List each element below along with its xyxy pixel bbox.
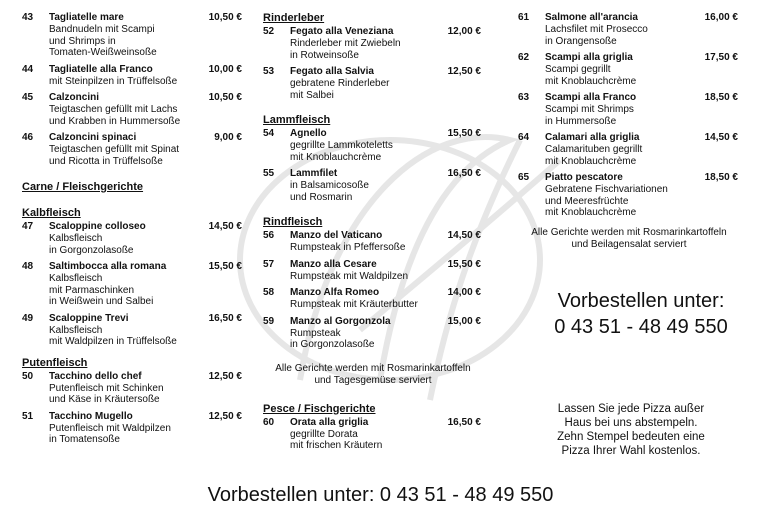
section-title-fischgerichte: Pesce / Fischgerichte bbox=[263, 402, 376, 415]
menu-item-head bbox=[22, 221, 244, 233]
menu-item-number: 62 bbox=[518, 52, 530, 63]
menu-item-description-line: mit Salbei bbox=[290, 89, 334, 101]
menu-item-price: 16,50 € bbox=[447, 416, 481, 428]
menu-item-price: 17,50 € bbox=[704, 52, 738, 63]
menu-item-price: 15,50 € bbox=[447, 258, 481, 270]
menu-item-head bbox=[518, 92, 740, 104]
menu-item-description-line: Gebratene Fischvariationen bbox=[545, 184, 668, 195]
menu-item-number: 53 bbox=[263, 66, 275, 77]
menu-item-price: 15,50 € bbox=[447, 128, 481, 139]
menu-item bbox=[263, 66, 483, 101]
rind-note-line: Alle Gerichte werden mit Rosmarinkartoffeln bbox=[275, 362, 471, 374]
menu-item-name: Calzoncini spinaci bbox=[49, 132, 137, 143]
order-phone: 0 43 51 - 48 49 550 bbox=[554, 316, 728, 338]
order-label: Vorbestellen unter: bbox=[557, 290, 725, 312]
menu-item-description-line: mit Steinpilzen in Trüffelsoße bbox=[49, 75, 178, 87]
menu-item-description bbox=[290, 180, 483, 203]
menu-item-head bbox=[263, 316, 483, 328]
info-line: Zehn Stempel bedeuten eine bbox=[557, 431, 705, 443]
menu-item bbox=[22, 92, 244, 127]
menu-item-head bbox=[22, 313, 244, 325]
menu-item-description bbox=[49, 273, 244, 308]
menu-item-head bbox=[22, 12, 244, 24]
item-group-lammfleisch bbox=[263, 128, 483, 203]
menu-item-description bbox=[290, 299, 483, 311]
menu-item-description-line: Lachsfilet mit Prosecco bbox=[545, 24, 648, 35]
menu-item-description bbox=[49, 76, 244, 88]
menu-item-description-line: Kalbsfleisch bbox=[49, 233, 103, 244]
menu-item-price: 14,50 € bbox=[704, 132, 738, 143]
menu-item-head bbox=[518, 12, 740, 24]
menu-item-price: 12,50 € bbox=[447, 66, 481, 77]
fish-note-line: und Beilagensalat serviert bbox=[571, 238, 687, 250]
menu-item-head bbox=[263, 168, 483, 180]
menu-item-description-line: Putenfleisch mit Schinken bbox=[49, 382, 164, 394]
menu-item-description-line: und Ricotta in Trüffelsoße bbox=[49, 155, 163, 167]
menu-item bbox=[263, 168, 483, 203]
menu-item-head bbox=[263, 287, 483, 299]
menu-item-name: Tacchino dello chef bbox=[49, 370, 142, 382]
menu-item-number: 47 bbox=[22, 221, 34, 232]
order-box bbox=[531, 288, 751, 340]
menu-item bbox=[22, 371, 244, 406]
menu-item-description bbox=[290, 140, 483, 163]
item-group-pasta bbox=[22, 12, 244, 167]
menu-item-number: 52 bbox=[263, 26, 275, 37]
menu-item-name: Salmone all'arancia bbox=[545, 12, 638, 23]
menu-item-description bbox=[545, 24, 740, 47]
menu-item-name: Scaloppine colloseo bbox=[49, 221, 146, 232]
menu-item-head bbox=[518, 132, 740, 144]
menu-item bbox=[263, 230, 483, 254]
menu-item-description-line: Kalbsfleisch bbox=[49, 273, 103, 284]
section-title-carne: Carne / Fleischgerichte bbox=[22, 181, 144, 193]
stamp-card-info bbox=[520, 402, 742, 458]
menu-item-number: 57 bbox=[263, 258, 275, 270]
menu-item-name: Fegato alla Veneziana bbox=[290, 26, 394, 37]
menu-item-number: 61 bbox=[518, 12, 530, 23]
menu-item bbox=[22, 12, 244, 59]
menu-item-head bbox=[263, 26, 483, 38]
section-title-lammfleisch: Lammfleisch bbox=[263, 114, 331, 126]
menu-item-name: Lammfilet bbox=[290, 168, 338, 179]
menu-item bbox=[22, 132, 244, 167]
menu-item-description-line: Scampi gegrillt bbox=[545, 64, 611, 75]
menu-item-head bbox=[22, 261, 244, 273]
menu-item-description-line: in Balsamicosoße bbox=[290, 180, 369, 191]
menu-item-name: Calzoncini bbox=[49, 92, 100, 103]
menu-item-name: Tacchino Mugello bbox=[49, 410, 133, 422]
menu-item bbox=[22, 221, 244, 256]
menu-item-description-line: in Tomatensoße bbox=[49, 434, 120, 445]
menu-item-description-line: Teigtaschen gefüllt mit Lachs bbox=[49, 104, 178, 115]
menu-item-description-line: Rumpsteak in Pfeffersoße bbox=[290, 242, 406, 253]
menu-item-number: 49 bbox=[22, 312, 34, 324]
menu-item-number: 55 bbox=[263, 168, 275, 179]
menu-item-description bbox=[49, 383, 244, 406]
menu-item-head bbox=[22, 132, 244, 144]
menu-item-name: Saltimbocca alla romana bbox=[49, 261, 167, 272]
menu-item-description-line: mit frischen Kräutern bbox=[290, 440, 383, 451]
fish-note bbox=[518, 227, 740, 251]
item-group-fisch bbox=[263, 417, 483, 452]
menu-item bbox=[22, 313, 244, 348]
menu-item-description-line: Rumpsteak mit Kräuterbutter bbox=[290, 299, 418, 310]
menu-item-number: 43 bbox=[22, 12, 34, 23]
menu-item-price: 14,00 € bbox=[447, 287, 481, 298]
section-title-kalbfleisch: Kalbfleisch bbox=[22, 207, 81, 219]
menu-item-description-line: und Rosmarin bbox=[290, 191, 353, 203]
menu-item-description-line: mit Knoblauchcrème bbox=[545, 75, 637, 87]
menu-item-description bbox=[290, 38, 483, 61]
menu-item bbox=[263, 128, 483, 163]
menu-item-description bbox=[290, 271, 483, 283]
menu-item-description-line: und Meeresfrüchte bbox=[545, 195, 629, 207]
menu-item-description bbox=[49, 144, 244, 167]
item-group-fisch-cont bbox=[518, 12, 740, 219]
menu-item bbox=[22, 411, 244, 446]
menu-item-description-line: Scampi mit Shrimps bbox=[545, 104, 634, 115]
menu-item-price: 10,00 € bbox=[208, 63, 242, 75]
menu-item-head bbox=[263, 417, 483, 429]
menu-item bbox=[263, 259, 483, 283]
menu-item-description-line: in Hummersoße bbox=[545, 115, 617, 127]
menu-item-price: 12,50 € bbox=[208, 370, 242, 382]
menu-item-price: 9,00 € bbox=[214, 132, 242, 143]
menu-item-number: 64 bbox=[518, 132, 530, 143]
menu-column-2 bbox=[263, 12, 483, 457]
menu-item-number: 44 bbox=[22, 63, 34, 75]
menu-item bbox=[263, 287, 483, 311]
info-line: Haus bei uns abstempeln. bbox=[564, 417, 698, 429]
menu-item-number: 58 bbox=[263, 287, 275, 298]
menu-item-price: 12,50 € bbox=[208, 410, 242, 422]
menu-item-description-line: Teigtaschen gefüllt mit Spinat bbox=[49, 144, 180, 155]
menu-item bbox=[22, 261, 244, 308]
item-group-rinderleber bbox=[263, 26, 483, 101]
menu-item bbox=[518, 52, 740, 87]
menu-item-number: 45 bbox=[22, 92, 34, 103]
menu-item-description bbox=[545, 184, 740, 219]
section-title-putenfleisch: Putenfleisch bbox=[22, 356, 88, 369]
menu-item-description-line: Tomaten-Weißweinsoße bbox=[49, 47, 157, 58]
menu-item-description bbox=[49, 104, 244, 127]
menu-item bbox=[518, 172, 740, 219]
menu-item-price: 18,50 € bbox=[704, 172, 738, 183]
rind-note-line: und Tagesgemüse serviert bbox=[314, 374, 432, 386]
item-group-putenfleisch bbox=[22, 371, 244, 446]
menu-item-name: Calamari alla griglia bbox=[545, 132, 640, 143]
menu-item-name: Scampi alla Franco bbox=[545, 92, 637, 103]
menu-item-head bbox=[263, 128, 483, 140]
menu-item-description-line: und Käse in Kräutersoße bbox=[49, 394, 160, 405]
menu-item-description-line: Putenfleisch mit Waldpilzen bbox=[49, 422, 171, 434]
menu-item-number: 59 bbox=[263, 315, 275, 327]
menu-item-head bbox=[22, 411, 244, 423]
menu-item-name: Orata alla griglia bbox=[290, 416, 369, 428]
item-group-rindfleisch bbox=[263, 230, 483, 351]
menu-item-price: 15,00 € bbox=[447, 315, 481, 327]
menu-item bbox=[263, 417, 483, 452]
menu-item-description-line: in Orangensoße bbox=[545, 35, 617, 47]
menu-item-description-line: Calamarituben gegrillt bbox=[545, 144, 643, 155]
menu-item-description-line: Rumpsteak bbox=[290, 327, 341, 339]
menu-item-price: 16,50 € bbox=[208, 312, 242, 324]
menu-item-price: 14,50 € bbox=[208, 221, 242, 232]
info-line: Lassen Sie jede Pizza außer bbox=[557, 403, 705, 415]
menu-item-name: Manzo alla Cesare bbox=[290, 258, 377, 270]
menu-column-1 bbox=[22, 12, 244, 451]
rind-note bbox=[263, 363, 483, 387]
menu-item-price: 10,50 € bbox=[208, 92, 242, 103]
menu-item-head bbox=[263, 66, 483, 78]
menu-item-description bbox=[49, 233, 244, 256]
menu-item-name: Fegato alla Salvia bbox=[290, 66, 374, 77]
menu-item-description-line: mit Knoblauchcrème bbox=[545, 155, 637, 167]
menu-column-3 bbox=[518, 12, 740, 251]
menu-item-name: Manzo Alfa Romeo bbox=[290, 287, 380, 298]
menu-item-description-line: in Weißwein und Salbei bbox=[49, 296, 154, 307]
menu-item-head bbox=[263, 230, 483, 242]
menu-item-description-line: gegrillte Dorata bbox=[290, 428, 358, 440]
menu-item-name: Scampi alla griglia bbox=[545, 52, 633, 63]
menu-item bbox=[263, 316, 483, 351]
info-line: Pizza Ihrer Wahl kostenlos. bbox=[561, 445, 701, 457]
fish-note-line: Alle Gerichte werden mit Rosmarinkartoffeln bbox=[531, 226, 727, 238]
menu-item-description-line: Rinderleber mit Zwiebeln bbox=[290, 38, 401, 49]
menu-item-description bbox=[545, 104, 740, 127]
menu-item-head bbox=[22, 64, 244, 76]
menu-item-number: 60 bbox=[263, 416, 275, 428]
menu-item bbox=[518, 12, 740, 47]
menu-item-price: 18,50 € bbox=[704, 92, 738, 103]
menu-item-description-line: gebratene Rinderleber bbox=[290, 78, 390, 89]
menu-item-description bbox=[290, 78, 483, 101]
menu-item-price: 16,50 € bbox=[447, 168, 481, 179]
menu-item-head bbox=[22, 92, 244, 104]
menu-item-name: Piatto pescatore bbox=[545, 172, 623, 183]
item-group-kalbfleisch bbox=[22, 221, 244, 348]
menu-item bbox=[518, 132, 740, 167]
menu-item-number: 56 bbox=[263, 230, 275, 241]
menu-item-description bbox=[49, 24, 244, 59]
menu-item-description-line: mit Parmaschinken bbox=[49, 284, 135, 296]
menu-item-number: 63 bbox=[518, 92, 530, 103]
menu-item-description-line: mit Waldpilzen in Trüffelsoße bbox=[49, 336, 177, 347]
menu-item-price: 16,00 € bbox=[704, 12, 738, 23]
menu-item-description-line: mit Knoblauchcrème bbox=[290, 151, 382, 163]
menu-item-description-line: und Krabben in Hummersoße bbox=[49, 115, 181, 127]
menu-item-head bbox=[263, 259, 483, 271]
menu-item-description-line: Bandnudeln mit Scampi bbox=[49, 24, 155, 35]
menu-item bbox=[518, 92, 740, 127]
menu-item-description bbox=[49, 325, 244, 348]
menu-item-number: 51 bbox=[22, 410, 34, 422]
menu-item-description bbox=[545, 144, 740, 167]
menu-item-number: 50 bbox=[22, 370, 34, 382]
section-title-rindfleisch: Rindfleisch bbox=[263, 216, 323, 228]
menu-item-number: 46 bbox=[22, 132, 34, 143]
footer-order-line: Vorbestellen unter: 0 43 51 - 48 49 550 bbox=[207, 484, 554, 506]
menu-item-name: Scaloppine Trevi bbox=[49, 312, 129, 324]
menu-item-name: Manzo al Gorgonzola bbox=[290, 315, 391, 327]
menu-item-price: 14,50 € bbox=[447, 230, 481, 241]
menu-item-description-line: mit Knoblauchcrème bbox=[545, 207, 637, 218]
menu-item-name: Agnello bbox=[290, 128, 327, 139]
menu-item-description bbox=[545, 64, 740, 87]
menu-item-description-line: in Gorgonzolasoße bbox=[290, 339, 375, 350]
menu-item-head bbox=[518, 172, 740, 184]
menu-item-description-line: in Rotweinsoße bbox=[290, 49, 359, 61]
menu-item-description bbox=[49, 423, 244, 446]
menu-item-description bbox=[290, 242, 483, 254]
menu-item-description bbox=[290, 328, 483, 351]
menu-item bbox=[22, 64, 244, 88]
menu-item-name: Tagliatelle alla Franco bbox=[49, 63, 153, 75]
menu-item-price: 12,00 € bbox=[447, 26, 481, 37]
menu-item-name: Manzo del Vaticano bbox=[290, 230, 383, 241]
menu-item-description-line: und Shrimps in bbox=[49, 35, 116, 47]
menu-item-head bbox=[22, 371, 244, 383]
menu-item-description-line: Kalbsfleisch bbox=[49, 324, 103, 336]
menu-item-description-line: gegrillte Lammkoteletts bbox=[290, 140, 393, 151]
menu-item-description bbox=[290, 429, 483, 452]
menu-item-number: 54 bbox=[263, 128, 275, 139]
menu-item-number: 48 bbox=[22, 261, 34, 272]
menu-item-name: Tagliatelle mare bbox=[49, 12, 124, 23]
menu-item-description-line: in Gorgonzolasoße bbox=[49, 244, 134, 256]
menu-item bbox=[263, 26, 483, 61]
menu-item-number: 65 bbox=[518, 172, 530, 183]
menu-item-price: 10,50 € bbox=[208, 12, 242, 23]
menu-item-price: 15,50 € bbox=[208, 261, 242, 272]
menu-item-head bbox=[518, 52, 740, 64]
menu-item-description-line: Rumpsteak mit Waldpilzen bbox=[290, 270, 409, 282]
section-title-rinderleber: Rinderleber bbox=[263, 12, 325, 24]
